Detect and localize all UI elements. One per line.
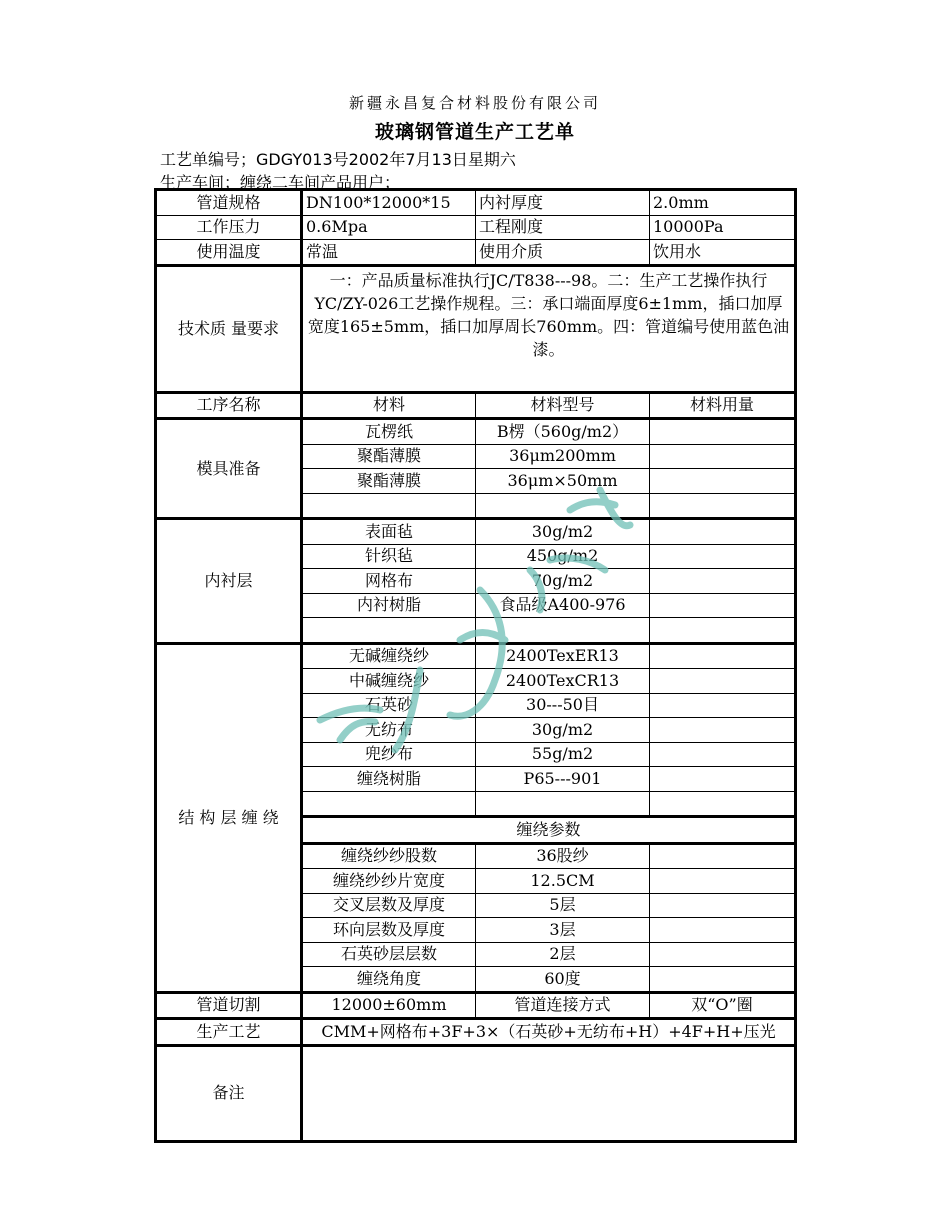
tech-req-label: 技术质 量要求 [156, 265, 302, 392]
table-row [156, 643, 796, 669]
amount-cell [650, 893, 796, 918]
model-cell: 30g/m2 [476, 519, 650, 545]
table-row [156, 1019, 796, 1046]
material-cell [302, 618, 476, 644]
process-label: 生产工艺 [156, 1019, 302, 1046]
company-name: 新疆永昌复合材料股份有限公司 [348, 94, 601, 112]
amount-cell [650, 618, 796, 644]
amount-cell [650, 942, 796, 967]
medium-value: 饮用水 [650, 240, 796, 266]
material-cell: 聚酯薄膜 [302, 444, 476, 469]
table-row [156, 215, 796, 240]
material-cell: 石英砂 [302, 693, 476, 718]
material-cell: 表面毡 [302, 519, 476, 545]
material-cell: 无碱缠绕纱 [302, 643, 476, 669]
amount-cell [650, 493, 796, 519]
pipe-spec-value: DN100*12000*15 [302, 190, 476, 216]
material-cell [302, 493, 476, 519]
amount-cell [650, 767, 796, 792]
material-cell: 中碱缠绕纱 [302, 669, 476, 694]
col-header-material: 材料 [302, 392, 476, 419]
model-cell: 36μm×50mm [476, 469, 650, 494]
amount-cell [650, 419, 796, 445]
col-header-model: 材料型号 [476, 392, 650, 419]
amount-cell [650, 918, 796, 943]
remarks-label: 备注 [156, 1045, 302, 1141]
param-value: 60度 [476, 967, 650, 993]
amount-cell [650, 843, 796, 869]
material-cell: 兜纱布 [302, 742, 476, 767]
mold-prep-label: 模具准备 [156, 419, 302, 519]
pressure-label: 工作压力 [156, 215, 302, 240]
tech-req-text: 一：产品质量标准执行JC/T838---98。二：生产工艺操作执行YC/ZY-026工艺操作规程。三：承口端面厚度6±1mm，插口加厚宽度165±5mm，插口加厚周长760mm。四：管道编号使用蓝色油漆。 [302, 265, 796, 392]
material-cell: 针织毡 [302, 544, 476, 569]
table-row [156, 419, 796, 445]
model-cell: 55g/m2 [476, 742, 650, 767]
winding-params-header: 缠绕参数 [302, 817, 796, 844]
model-cell [476, 493, 650, 519]
document-title: 玻璃钢管道生产工艺单 [374, 121, 575, 143]
table-row [156, 190, 796, 216]
material-cell [302, 791, 476, 817]
pipe-spec-label: 管道规格 [156, 190, 302, 216]
amount-cell [650, 569, 796, 594]
model-cell: B楞（560g/m2） [476, 419, 650, 445]
param-name: 环向层数及厚度 [302, 918, 476, 943]
liner-thickness-value: 2.0mm [650, 190, 796, 216]
pressure-value: 0.6Mpa [302, 215, 476, 240]
model-cell: 36μm200mm [476, 444, 650, 469]
amount-cell [650, 544, 796, 569]
table-row [156, 1045, 796, 1141]
col-header-process: 工序名称 [156, 392, 302, 419]
param-name: 交叉层数及厚度 [302, 893, 476, 918]
amount-cell [650, 643, 796, 669]
amount-cell [650, 593, 796, 618]
order-number-line: 工艺单编号；GDGY013号2002年7月13日星期六 [160, 150, 516, 169]
param-name: 石英砂层层数 [302, 942, 476, 967]
table-row [156, 265, 796, 392]
model-cell [476, 791, 650, 817]
table-row [156, 240, 796, 266]
amount-cell [650, 519, 796, 545]
process-sheet-table [154, 188, 797, 1143]
liner-label: 内衬层 [156, 519, 302, 644]
param-value: 5层 [476, 893, 650, 918]
amount-cell [650, 469, 796, 494]
amount-cell [650, 967, 796, 993]
param-value: 12.5CM [476, 869, 650, 894]
amount-cell [650, 669, 796, 694]
param-value: 36股纱 [476, 843, 650, 869]
process-value: CMM+网格布+3F+3×（石英砂+无纺布+H）+4F+H+压光 [302, 1019, 796, 1046]
connection-value: 双“O”圈 [650, 992, 796, 1019]
workshop-line: 生产车间；缠绕二车间产品用户； [160, 173, 401, 192]
model-cell [476, 618, 650, 644]
connection-label: 管道连接方式 [476, 992, 650, 1019]
stiffness-label: 工程刚度 [476, 215, 650, 240]
amount-cell [650, 791, 796, 817]
material-cell: 内衬树脂 [302, 593, 476, 618]
temp-label: 使用温度 [156, 240, 302, 266]
model-cell: P65---901 [476, 767, 650, 792]
param-value: 2层 [476, 942, 650, 967]
model-cell: 450g/m2 [476, 544, 650, 569]
model-cell: 2400TexER13 [476, 643, 650, 669]
table-row [156, 519, 796, 545]
param-name: 缠绕纱纱股数 [302, 843, 476, 869]
material-cell: 无纺布 [302, 718, 476, 743]
model-cell: 食品级A400-976 [476, 593, 650, 618]
cutting-value: 12000±60mm [302, 992, 476, 1019]
model-cell: 30---50目 [476, 693, 650, 718]
liner-thickness-label: 内衬厚度 [476, 190, 650, 216]
material-cell: 聚酯薄膜 [302, 469, 476, 494]
structure-label: 结 构 层 缠 绕 [156, 643, 302, 992]
param-name: 缠绕纱纱片宽度 [302, 869, 476, 894]
cutting-label: 管道切割 [156, 992, 302, 1019]
amount-cell [650, 693, 796, 718]
temp-value: 常温 [302, 240, 476, 266]
param-value: 3层 [476, 918, 650, 943]
model-cell: 30g/m2 [476, 718, 650, 743]
model-cell: 2400TexCR13 [476, 669, 650, 694]
stiffness-value: 10000Pa [650, 215, 796, 240]
medium-label: 使用介质 [476, 240, 650, 266]
amount-cell [650, 444, 796, 469]
material-cell: 网格布 [302, 569, 476, 594]
material-cell: 缠绕树脂 [302, 767, 476, 792]
table-row [156, 992, 796, 1019]
amount-cell [650, 869, 796, 894]
model-cell: 70g/m2 [476, 569, 650, 594]
material-cell: 瓦楞纸 [302, 419, 476, 445]
amount-cell [650, 742, 796, 767]
amount-cell [650, 718, 796, 743]
table-row [156, 392, 796, 419]
col-header-amount: 材料用量 [650, 392, 796, 419]
remarks-value [302, 1045, 796, 1141]
param-name: 缠绕角度 [302, 967, 476, 993]
